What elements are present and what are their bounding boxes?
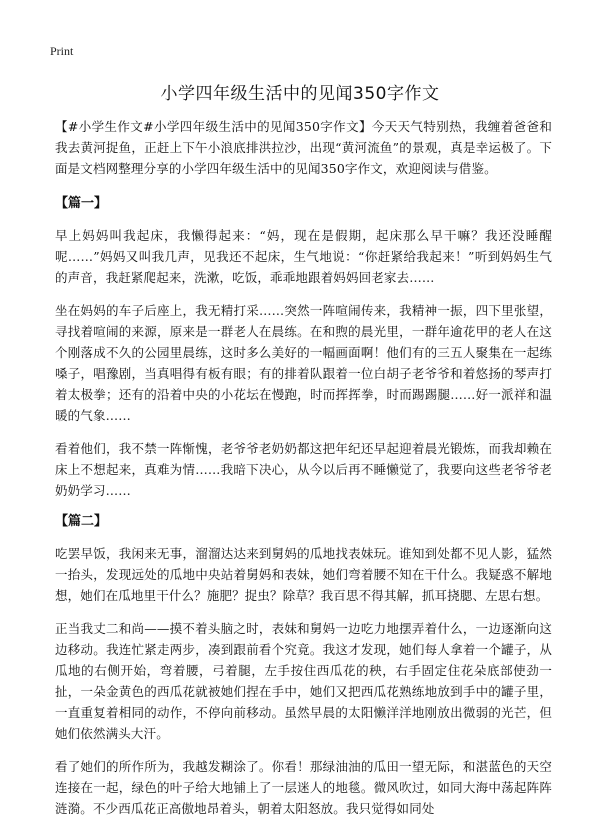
section-2-paragraph-3: 看了她们的所作所为，我越发糊涂了。你看！那绿油油的瓜田一望无际，和湛蓝色的天空连接在一起，绿色的叶子给大地铺上了一层迷人的地毯。微风吹过，如同大海中荡起阵阵涟漪。不少西瓜花正高傲地昂着头，朝着太阳怒放。我只觉得如同处 — [55, 759, 552, 816]
section-1-paragraph-1: 早上妈妈叫我起床，我懒得起来：“妈，现在是假期，起床那么早干嘛？我还没睡醒呢……”妈妈又叫我几声，见我还不起床，生气地说：“你赶紧给我起来！”听到妈妈生气的声音，我赶紧爬起来，洗漱，吃饭，乖乖地跟着妈妈回老家去…… — [55, 228, 552, 285]
intro-paragraph: 【#小学生作文#小学四年级生活中的见闻350字作文】今天天气特别热，我缠着爸爸和我去黄河捉鱼，正赶上下午小浪底排洪拉沙，出现“黄河流鱼”的景观，真是幸运极了。下面是文档网整理分享的小学四年级生活中的见闻350字作文，欢迎阅读与借鉴。 — [55, 119, 552, 176]
section-2-paragraph-1: 吃罢早饭，我闲来无事，溜溜达达来到舅妈的瓜地找表妹玩。谁知到处都不见人影，猛然一抬头，发现远处的瓜地中央站着舅妈和表妹，她们弯着腰不知在干什么。我疑惑不解地想，她们在瓜地里干什么？施肥？捉虫？除草？我百思不得其解，抓耳挠腮、左思右想。 — [55, 546, 552, 603]
section-1 — [55, 195, 552, 501]
print-label: Print — [50, 44, 74, 58]
section-2 — [55, 513, 552, 819]
section-1-paragraph-2: 坐在妈妈的车子后座上，我无精打采……突然一阵喧闹传来，我精神一振，四下里张望，寻找着喧闹的来源，原来是一群老人在晨练。在和煦的晨光里，一群年逾花甲的老人在这个刚落成不久的公园里晨练，这时多么美好的一幅画面啊！他们有的三五人聚集在一起练嗓子，唱豫剧，当真唱得有板有眼；有的排着队跟着一位白胡子老爷爷和着悠扬的琴声打着太极拳；还有的沿着中央的小花坛在慢跑，时而挥挥拳，时而踢踢腿……好一派祥和温暖的气象…… — [55, 303, 552, 423]
section-2-paragraph-2: 正当我丈二和尚——摸不着头脑之时，表妹和舅妈一边吃力地摆弄着什么，一边逐渐向这边移动。我连忙紧走两步，凑到跟前看个究竟。我这才发现，她们每人拿着一个罐子，从瓜地的右侧开始，弯着腰，弓着腿，左手按住西瓜花的秧，右手固定住花朵底部使劲一扯，一朵金黄色的西瓜花就被她们捏在手中，她们又把西瓜花熟练地放到手中的罐子里，一直重复着相同的动作，不停向前移动。虽然早晨的太阳懒洋洋地刚放出微弱的光芒，但她们依然满头大汗。 — [55, 621, 552, 741]
section-1-heading: 【篇一】 — [55, 196, 108, 211]
page-title: 小学四年级生活中的见闻350字作文 — [160, 84, 440, 104]
section-2-heading: 【篇二】 — [55, 514, 108, 529]
article-body — [55, 116, 552, 828]
section-1-paragraph-3: 看着他们，我不禁一阵惭愧，老爷爷老奶奶都这把年纪还早起迎着晨光锻炼，而我却赖在床上不想起来，真难为情……我暗下决心，从今以后再不睡懒觉了，我要向这些老爷爷老奶奶学习…… — [55, 441, 552, 498]
